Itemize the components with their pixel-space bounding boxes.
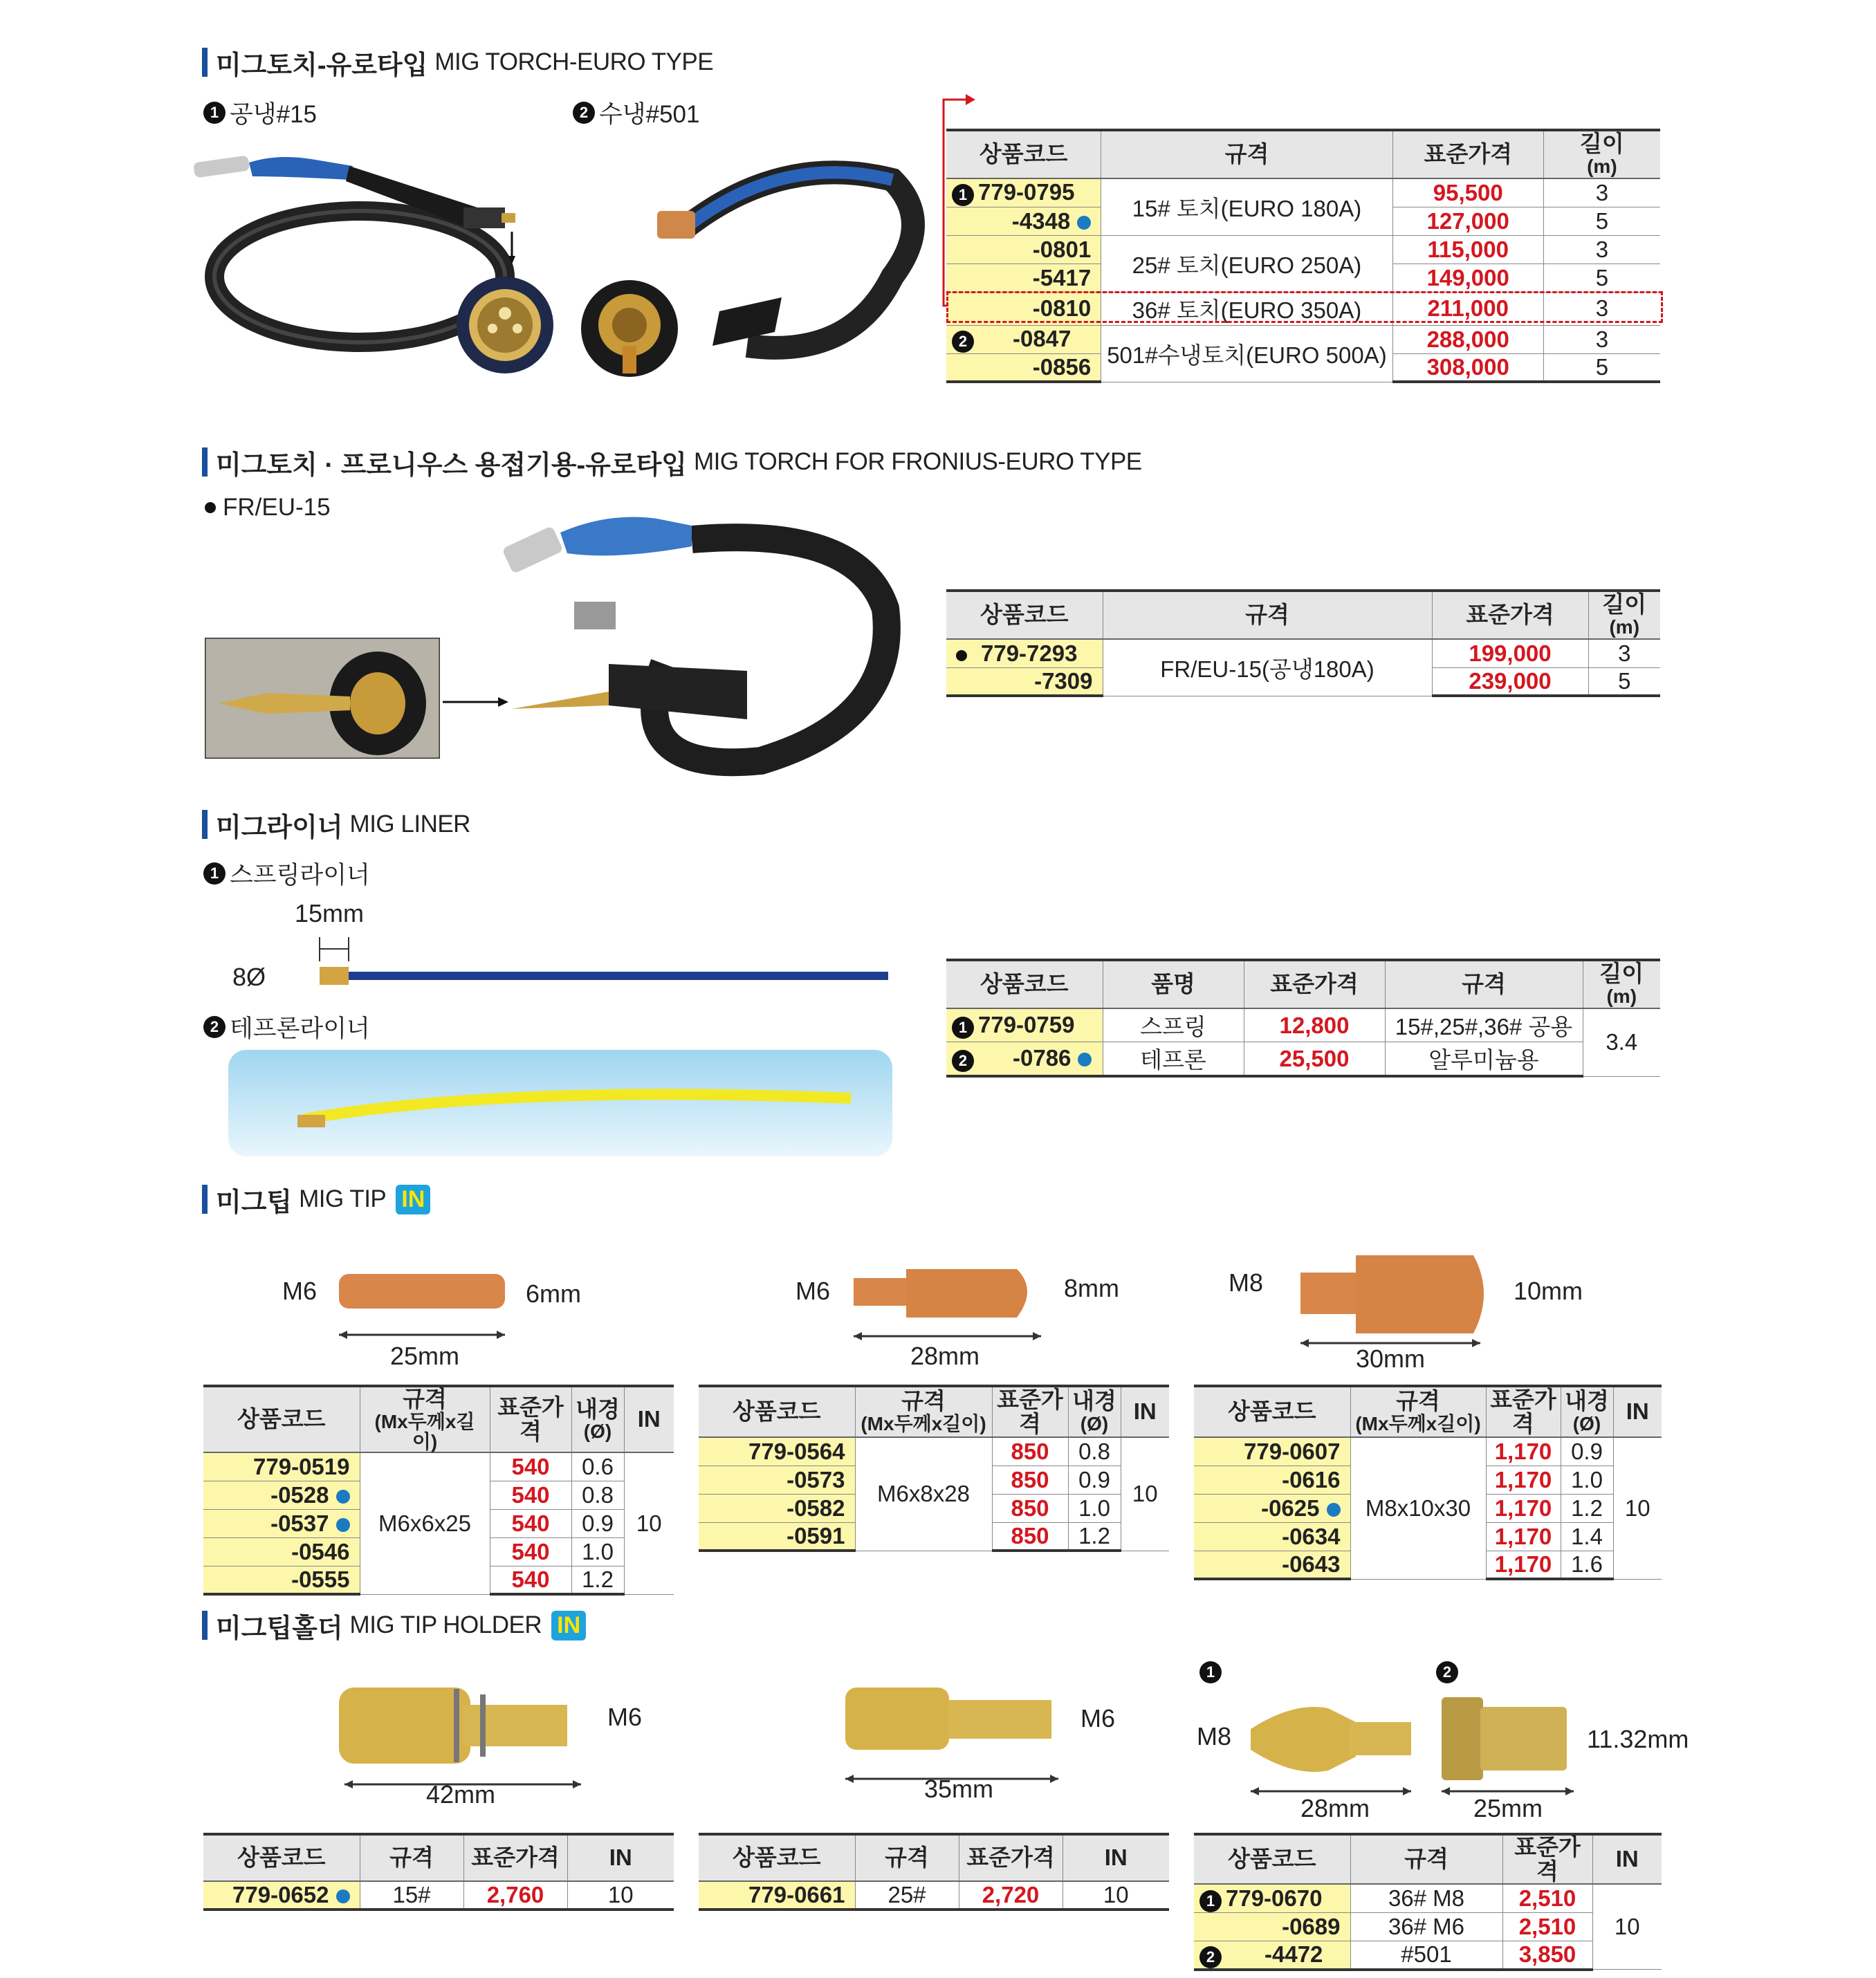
product-code: 779-0519: [203, 1452, 360, 1481]
price-cell: 2,510: [1502, 1884, 1592, 1912]
price-cell: 25,500: [1244, 1042, 1385, 1077]
title-en: MIG TIP: [299, 1185, 387, 1212]
col-in: IN: [1592, 1834, 1662, 1884]
in-cell: 10: [1592, 1884, 1662, 1970]
tip-price-table-1: [203, 1385, 674, 1596]
holder-marker-2: [1436, 1661, 1462, 1683]
table-header-row: [946, 591, 1660, 639]
col-spec: 규격: [855, 1834, 959, 1881]
number-1-badge: 1: [203, 862, 226, 885]
number-badge: 2: [952, 331, 974, 353]
length-cell: 3: [1588, 639, 1660, 667]
number-badge: 2: [952, 1050, 974, 1072]
table-header-row: [1194, 1834, 1662, 1884]
new-dot-icon: [1078, 1053, 1092, 1066]
fronius-connector-photo: [205, 638, 440, 759]
price-cell: 115,000: [1392, 235, 1543, 264]
col-spec: 규격: [1385, 960, 1583, 1008]
col-length: 길이 (m): [1543, 130, 1660, 178]
product-code: -0528: [203, 1481, 360, 1509]
price-cell: 308,000: [1392, 353, 1543, 382]
product-code: 779-0607: [1194, 1437, 1350, 1466]
item-label-2: [203, 1010, 370, 1044]
number-1-badge: 1: [1199, 1661, 1222, 1683]
price-cell: 2,720: [959, 1881, 1063, 1910]
dim-length: 25mm: [390, 1342, 460, 1370]
product-code: 1 779-0759: [946, 1008, 1103, 1042]
in-badge: IN: [396, 1185, 430, 1214]
spec-cell: FR/EU-15(공냉180A): [1103, 639, 1432, 696]
dim-thread: M6: [607, 1703, 643, 1731]
tip-10mm-image: [1294, 1245, 1501, 1356]
col-code: 상품코드: [946, 960, 1103, 1008]
table-row: [203, 1452, 674, 1481]
product-code: -0810: [946, 292, 1101, 325]
length-cell: 5: [1543, 353, 1660, 382]
inner-cell: 1.2: [1561, 1494, 1613, 1522]
in-cell: 10: [1613, 1437, 1662, 1579]
number-badge: 1: [952, 184, 974, 206]
number-badge: 1: [952, 1017, 974, 1039]
price-cell: 127,000: [1392, 207, 1543, 235]
col-price: 표준가격: [959, 1834, 1063, 1881]
number-1-badge: 1: [203, 102, 226, 124]
spec-cell: 25#: [855, 1881, 959, 1910]
table-row: [1194, 1437, 1662, 1466]
col-name: 품명: [1103, 960, 1244, 1008]
inner-cell: 1.4: [1561, 1522, 1613, 1551]
dim-thread: M6: [796, 1277, 831, 1305]
inner-cell: 1.0: [571, 1537, 624, 1566]
number-2-badge: 2: [573, 102, 595, 124]
new-dot-icon: [1077, 216, 1091, 230]
name-cell: 테프론: [1103, 1042, 1244, 1077]
title-bar: [202, 1185, 208, 1214]
col-inner: 내경 (Ø): [1561, 1386, 1613, 1437]
price-cell: 288,000: [1392, 325, 1543, 353]
price-cell: 12,800: [1244, 1008, 1385, 1042]
product-code: -0616: [1194, 1466, 1350, 1494]
table-row: [1194, 1941, 1662, 1970]
table-header-row: [203, 1834, 674, 1881]
col-price: 표준가격: [1244, 960, 1385, 1008]
title-bar: [202, 1611, 208, 1640]
dim-diameter: 6mm: [526, 1279, 581, 1308]
col-spec: 규격: [360, 1834, 463, 1881]
title-en: MIG LINER: [349, 811, 470, 838]
dim-length: 28mm: [910, 1342, 980, 1370]
col-inner: 내경 (Ø): [1068, 1386, 1121, 1437]
torch-501-image: [643, 138, 941, 387]
title-kr: 미그토치-유로타입: [216, 50, 428, 80]
holder-marker-1: [1199, 1661, 1226, 1683]
dim-diameter: 8mm: [1064, 1274, 1119, 1302]
col-in: IN: [1613, 1386, 1662, 1437]
section-title-tipholder: [202, 1610, 586, 1643]
holder-36-image: [1245, 1688, 1425, 1805]
product-code: 2 -0786: [946, 1042, 1103, 1077]
col-price: 표준가격: [490, 1386, 571, 1452]
col-price: 표준가격: [1392, 130, 1543, 178]
product-code: -0537: [203, 1509, 360, 1537]
spec-cell: 15#,25#,36# 공용: [1385, 1008, 1583, 1042]
liner-price-table: [946, 959, 1660, 1078]
section-title-torch-euro: [202, 47, 714, 80]
table-row: [203, 1881, 674, 1910]
dimension-length: 15mm: [295, 899, 365, 927]
inner-cell: 1.0: [1068, 1494, 1121, 1522]
dimension-diameter: 8Ø: [232, 963, 266, 991]
inner-cell: 0.6: [571, 1452, 624, 1481]
table-header-row: [699, 1834, 1169, 1881]
new-dot-icon: [1327, 1503, 1341, 1517]
inner-cell: 1.0: [1561, 1466, 1613, 1494]
dim-thread: M6: [282, 1277, 318, 1305]
inner-cell: 1.2: [571, 1566, 624, 1594]
col-code: 상품코드: [1194, 1386, 1350, 1437]
table-header-row: [699, 1386, 1169, 1437]
euro-connector-image: [450, 273, 560, 377]
title-kr: 미그팁: [216, 1187, 293, 1217]
product-code: -0634: [1194, 1522, 1350, 1551]
tip-price-table-2: [699, 1385, 1169, 1552]
table-row: [946, 178, 1660, 207]
tip-price-table-3: [1194, 1385, 1662, 1580]
fronius-torch-image: [498, 498, 913, 788]
table-row: [946, 1008, 1660, 1042]
spec-cell: 알루미늄용: [1385, 1042, 1583, 1077]
product-code: -5417: [946, 264, 1101, 292]
spec-cell: 25# 토치(EURO 250A): [1101, 235, 1392, 292]
col-spec: 규격 (Mx두께x길이): [360, 1386, 490, 1452]
product-code: -0625: [1194, 1494, 1350, 1522]
table-header-row: [946, 960, 1660, 1008]
tip-6mm-image: [325, 1259, 519, 1342]
product-code: -0582: [699, 1494, 855, 1522]
col-code: 상품코드: [946, 130, 1101, 178]
spec-cell: 15# 토치(EURO 180A): [1101, 178, 1392, 235]
item-label-fr: [205, 494, 331, 521]
name-cell: 스프링: [1103, 1008, 1244, 1042]
dim-thread: M6: [1080, 1704, 1116, 1732]
fronius-price-table: [946, 589, 1660, 697]
table-header-row: [203, 1386, 674, 1452]
dim-length: 30mm: [1356, 1344, 1426, 1373]
dim-length: 42mm: [426, 1780, 496, 1809]
title-kr: 미그토치 · 프로니우스 용접기용-유로타입: [216, 450, 688, 480]
title-en: MIG TIP HOLDER: [349, 1611, 542, 1638]
spec-cell: #501: [1350, 1941, 1502, 1970]
product-code: -0801: [946, 235, 1101, 264]
title-en: MIG TORCH FOR FRONIUS-EURO TYPE: [694, 448, 1142, 475]
item-text: 스프링라이너: [230, 862, 370, 889]
inner-cell: 1.2: [1068, 1522, 1121, 1551]
table-row: [946, 639, 1660, 667]
section-title-fronius: [202, 447, 1142, 480]
product-code: 2 -0847: [946, 325, 1101, 353]
bullet-icon: [205, 502, 216, 513]
number-2-badge: 2: [203, 1016, 226, 1038]
col-length: 길이 (m): [1583, 960, 1660, 1008]
spec-cell: 36# M8: [1350, 1884, 1502, 1912]
price-cell: 850: [992, 1522, 1068, 1551]
in-cell: 10: [1063, 1881, 1169, 1910]
table-row: [699, 1437, 1169, 1466]
product-code: -4348: [946, 207, 1101, 235]
table-row: [1194, 1884, 1662, 1912]
product-code: -0546: [203, 1537, 360, 1566]
col-code: 상품코드: [946, 591, 1103, 639]
table-header-row: [1194, 1386, 1662, 1437]
col-price: 표준가격: [463, 1834, 567, 1881]
col-in: IN: [624, 1386, 674, 1452]
dim-diameter: 10mm: [1514, 1277, 1583, 1305]
inner-cell: 0.8: [571, 1481, 624, 1509]
table-row: [946, 325, 1660, 353]
length-cell: 5: [1543, 207, 1660, 235]
col-in: IN: [1121, 1386, 1169, 1437]
item-text: 테프론라이너: [230, 1015, 370, 1042]
new-dot-icon: [336, 1490, 350, 1504]
price-cell: 540: [490, 1481, 571, 1509]
title-kr: 미그라이너: [216, 813, 343, 842]
in-cell: 10: [1121, 1437, 1169, 1551]
price-cell: 3,850: [1502, 1941, 1592, 1970]
dim-length: 35mm: [924, 1775, 994, 1803]
number-badge: 1: [1199, 1890, 1222, 1912]
highlight-dashed-box: [946, 291, 1663, 323]
in-cell: 10: [624, 1452, 674, 1594]
price-cell: 149,000: [1392, 264, 1543, 292]
price-cell: 1,170: [1486, 1551, 1561, 1579]
item-text: 공냉#15: [230, 101, 318, 128]
product-code: 779-0652: [203, 1881, 360, 1910]
price-cell: 211,000: [1392, 292, 1543, 325]
holder-price-table-1: [203, 1833, 674, 1911]
product-code: -0555: [203, 1566, 360, 1594]
price-cell: 540: [490, 1509, 571, 1537]
item-label-1: [203, 856, 370, 891]
item-text: 수냉#501: [599, 101, 700, 128]
holder-15-image: [325, 1674, 595, 1798]
col-price: 표준가격: [1486, 1386, 1561, 1437]
length-cell: 5: [1543, 264, 1660, 292]
spec-cell: 15#: [360, 1881, 463, 1910]
table-row: [946, 1042, 1660, 1077]
price-cell: 1,170: [1486, 1437, 1561, 1466]
dim-length: 28mm: [1300, 1794, 1370, 1822]
title-bar: [202, 810, 208, 839]
product-code: 1 779-0670: [1194, 1884, 1350, 1912]
inner-cell: 0.9: [1068, 1466, 1121, 1494]
title-kr: 미그팁홀더: [216, 1614, 343, 1643]
section-title-liner: [202, 809, 470, 840]
spec-cell: M6x8x28: [855, 1437, 992, 1551]
pointer-arrow: [508, 228, 564, 270]
col-in: IN: [567, 1834, 674, 1881]
table-row: [1194, 1912, 1662, 1941]
col-length: 길이 (m): [1588, 591, 1660, 639]
title-bar: [202, 48, 208, 77]
item-label-1: [203, 95, 317, 130]
inner-cell: 0.9: [1561, 1437, 1613, 1466]
in-cell: 10: [567, 1881, 674, 1910]
holder-25-image: [837, 1674, 1065, 1791]
spec-cell: M8x10x30: [1350, 1437, 1486, 1579]
col-spec: 규격 (Mx두께x길이): [1350, 1386, 1486, 1437]
bullet-icon: [956, 650, 967, 661]
col-price: 표준가격: [1502, 1834, 1592, 1884]
length-cell: 3: [1543, 235, 1660, 264]
spec-cell: M6x6x25: [360, 1452, 490, 1594]
col-inner: 내경 (Ø): [571, 1386, 624, 1452]
item-text: FR/EU-15: [223, 494, 331, 521]
col-code: 상품코드: [203, 1386, 360, 1452]
price-cell: 850: [992, 1437, 1068, 1466]
product-code: 779-0564: [699, 1437, 855, 1466]
dim-diameter: 11.32mm: [1587, 1725, 1689, 1753]
price-cell: 2,760: [463, 1881, 567, 1910]
price-cell: 1,170: [1486, 1466, 1561, 1494]
col-spec: 규격 (Mx두께x길이): [855, 1386, 992, 1437]
item-label-2: [573, 95, 699, 130]
length-cell: 3: [1543, 178, 1660, 207]
col-spec: 규격: [1350, 1834, 1502, 1884]
product-code: 2 -4472: [1194, 1941, 1350, 1970]
title-en: MIG TORCH-EURO TYPE: [434, 48, 714, 75]
length-cell: 5: [1588, 667, 1660, 696]
col-code: 상품코드: [203, 1834, 360, 1881]
product-code: 779-7293: [946, 639, 1103, 667]
col-in: IN: [1063, 1834, 1169, 1881]
in-badge: IN: [551, 1611, 586, 1640]
spec-cell: 36# M6: [1350, 1912, 1502, 1941]
product-code: 1 779-0795: [946, 178, 1101, 207]
holder-price-table-2: [699, 1833, 1169, 1911]
table-row: [946, 235, 1660, 264]
spring-liner-image: [277, 934, 892, 996]
col-price: 표준가격: [992, 1386, 1068, 1437]
spec-cell: 36# 토치(EURO 350A): [1101, 292, 1392, 325]
length-cell: 3.4: [1583, 1008, 1660, 1076]
tip-8mm-image: [844, 1252, 1051, 1349]
inner-cell: 0.9: [571, 1509, 624, 1537]
price-cell: 2,510: [1502, 1912, 1592, 1941]
new-dot-icon: [336, 1889, 350, 1903]
price-cell: 199,000: [1432, 639, 1588, 667]
dim-thread: M8: [1197, 1722, 1232, 1750]
inner-cell: 1.6: [1561, 1551, 1613, 1579]
holder-price-table-3: [1194, 1833, 1662, 1971]
dim-length: 25mm: [1473, 1794, 1543, 1822]
product-code: 779-0661: [699, 1881, 855, 1910]
price-cell: 850: [992, 1466, 1068, 1494]
inner-cell: 0.8: [1068, 1437, 1121, 1466]
price-cell: 1,170: [1486, 1522, 1561, 1551]
col-spec: 규격: [1103, 591, 1432, 639]
table-row: [699, 1881, 1169, 1910]
product-code: -0573: [699, 1466, 855, 1494]
spec-cell: 501#수냉토치(EURO 500A): [1101, 325, 1392, 382]
col-code: 상품코드: [699, 1834, 855, 1881]
price-cell: 540: [490, 1537, 571, 1566]
new-dot-icon: [336, 1518, 350, 1532]
table-header-row: [946, 130, 1660, 178]
section-title-tip: [202, 1184, 430, 1217]
price-cell: 1,170: [1486, 1494, 1561, 1522]
product-code: -0689: [1194, 1912, 1350, 1941]
product-code: -0643: [1194, 1551, 1350, 1579]
price-cell: 540: [490, 1566, 571, 1594]
product-code: -0856: [946, 353, 1101, 382]
product-code: -7309: [946, 667, 1103, 696]
length-cell: 3: [1543, 325, 1660, 353]
price-cell: 239,000: [1432, 667, 1588, 696]
length-cell: 3: [1543, 292, 1660, 325]
price-cell: 850: [992, 1494, 1068, 1522]
title-bar: [202, 447, 208, 477]
col-spec: 규격: [1101, 130, 1392, 178]
col-code: 상품코드: [699, 1386, 855, 1437]
torch-price-table: [946, 129, 1660, 383]
dim-thread: M8: [1229, 1268, 1264, 1297]
number-badge: 2: [1199, 1946, 1222, 1968]
number-2-badge: 2: [1436, 1661, 1458, 1683]
product-code: -0591: [699, 1522, 855, 1551]
price-cell: 540: [490, 1452, 571, 1481]
holder-501-image: [1439, 1688, 1577, 1805]
price-cell: 95,500: [1392, 178, 1543, 207]
teflon-liner-image: [228, 1050, 892, 1156]
col-code: 상품코드: [1194, 1834, 1350, 1884]
col-price: 표준가격: [1432, 591, 1588, 639]
